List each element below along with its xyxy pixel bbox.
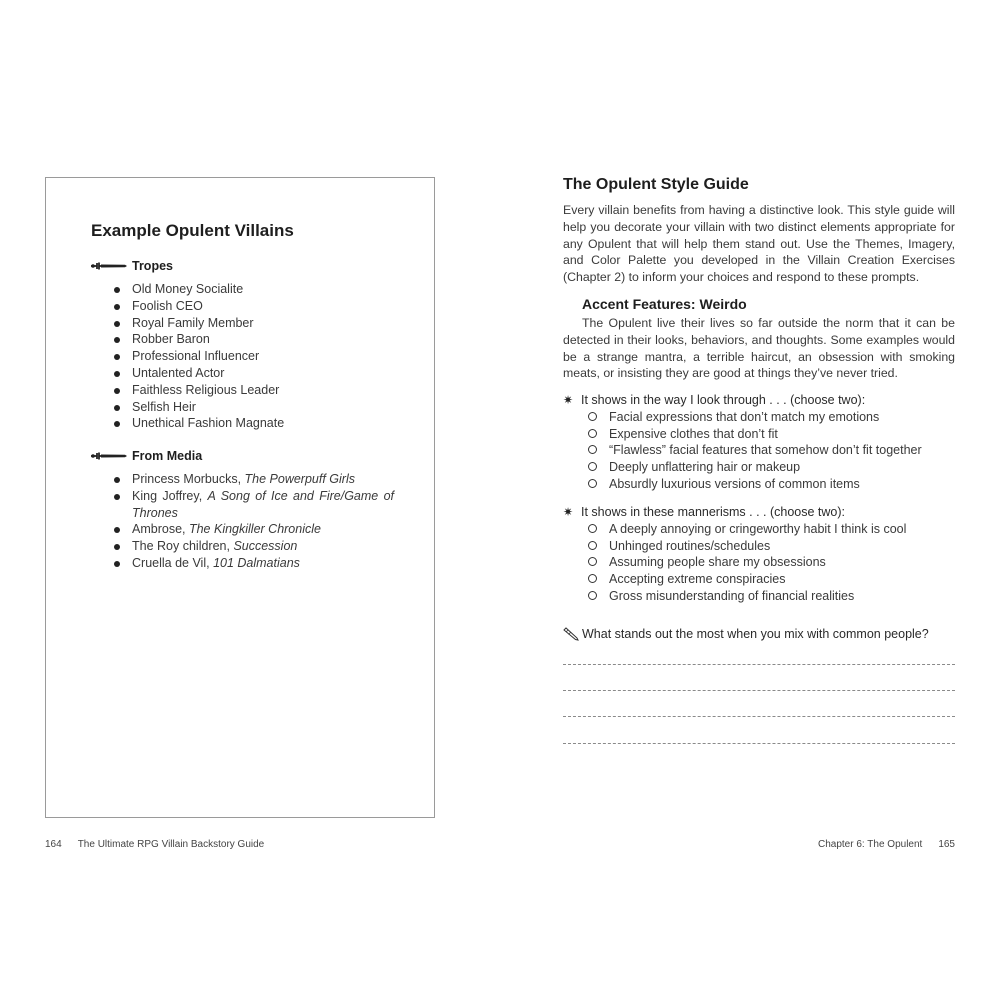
answer-line-1[interactable] [563,664,955,665]
option-item[interactable]: “Flawless” facial features that somehow don’t fit together [587,442,922,459]
pencil-icon [563,627,579,641]
asterisk-icon: ✷ [563,393,574,407]
list-item: Royal Family Member [114,315,414,332]
option-item[interactable]: A deeply annoying or cringeworthy habit I think is cool [587,521,906,538]
left-footer [45,839,264,850]
sword-icon [91,259,127,273]
tropes-heading-label: Tropes [132,259,173,273]
list-item: Robber Baron [114,331,414,348]
sword-icon [91,449,127,463]
prompt-mannerisms-label: It shows in these mannerisms . . . (choose two): [581,505,845,519]
list-item: Old Money Socialite [114,281,414,298]
option-item[interactable]: Gross misunderstanding of financial realities [587,588,906,605]
chapter-title: Chapter 6: The Opulent [817,839,923,850]
media-heading-label: From Media [132,449,203,463]
prompt-mannerisms [563,505,845,519]
mannerisms-options [587,521,906,605]
left-page-number: 164 [45,839,62,850]
media-character: Cruella de Vil, [132,555,214,570]
list-item [114,488,394,522]
media-heading [91,449,202,463]
tropes-heading [91,259,173,273]
right-page-number: 165 [938,839,955,850]
tropes-list [114,281,414,432]
list-item: Professional Influencer [114,348,414,365]
option-item[interactable]: Absurdly luxurious versions of common items [587,476,922,493]
option-item[interactable]: Expensive clothes that don’t fit [587,426,922,443]
media-work: Succession [233,539,298,554]
prompt-looks [563,393,865,407]
media-character: Princess Morbucks, [132,472,245,486]
answer-line-4[interactable] [563,743,955,744]
looks-options [587,409,922,493]
asterisk-icon: ✷ [563,505,574,519]
list-item: Selfish Heir [114,399,414,416]
option-item[interactable]: Accepting extreme conspiracies [587,571,906,588]
list-item [114,555,394,572]
media-list [114,471,394,572]
left-page-title: Example Opulent Villains [91,221,294,240]
accent-features-title: Accent Features: Weirdo [582,296,747,312]
media-work: A Song of Ice and Fire/Game of Thrones [132,488,394,520]
list-item [114,471,394,488]
media-character: The Roy children, [132,539,234,554]
media-work: 101 Dalmatians [213,555,300,570]
list-item: Foolish CEO [114,298,414,315]
media-work: The Powerpuff Girls [244,472,355,486]
intro-paragraph: Every villain benefits from having a distinctive look. This style guide will help you decorate your villain with two distinct elements appropriate for any Opulent that will help them stand out. Use the Themes, Imagery, and Color Palette you developed in the Villain Creation Exercises (Chapter 2) to inform your choices and respond to these prompts. [563,203,955,285]
option-item[interactable]: Assuming people share my obsessions [587,554,906,571]
answer-line-3[interactable] [563,716,955,717]
list-item: Unethical Fashion Magnate [114,415,414,432]
accent-paragraph: The Opulent live their lives so far outside the norm that it can be detected in their looks, behaviors, and thoughts. Some examples would be a strange mantra, a terrible haircut, an obsession with smoking meats, or insisting they are good at things they’ve never tried. [563,316,955,381]
list-item: Untalented Actor [114,365,414,382]
media-character: Ambrose, [132,522,189,537]
right-footer [818,839,955,850]
list-item [114,538,394,555]
answer-line-2[interactable] [563,690,955,691]
right-page-title: The Opulent Style Guide [563,176,749,193]
book-title: The Ultimate RPG Villain Backstory Guide [77,839,265,850]
media-character: King Joffrey, [132,488,208,503]
option-item[interactable]: Unhinged routines/schedules [587,538,906,555]
list-item [114,521,394,538]
question-prompt [563,627,929,641]
option-item[interactable]: Deeply unflattering hair or makeup [587,459,922,476]
option-item[interactable]: Facial expressions that don’t match my emotions [587,409,922,426]
media-work: The Kingkiller Chronicle [188,522,321,537]
prompt-looks-label: It shows in the way I look through . . . (choose two): [581,393,866,407]
question-label: What stands out the most when you mix with common people? [582,627,929,641]
list-item: Faithless Religious Leader [114,382,414,399]
